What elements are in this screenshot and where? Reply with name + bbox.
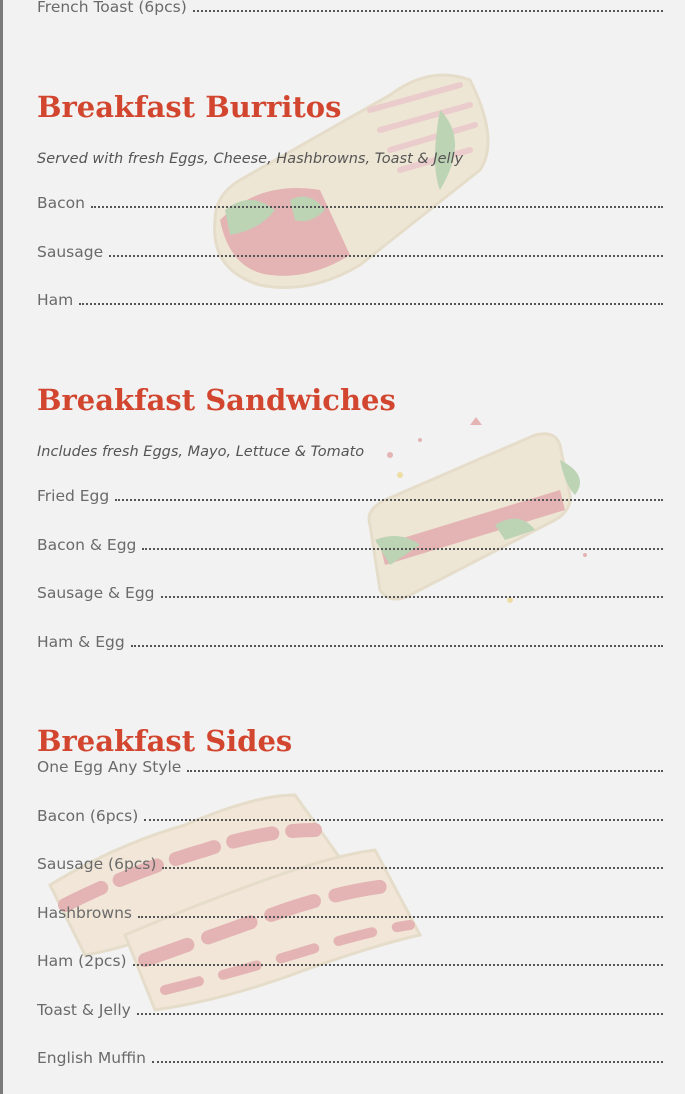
menu-item-name: Toast & Jelly: [37, 1001, 131, 1019]
leader-dots: [115, 499, 663, 501]
leader-dots: [79, 303, 663, 305]
leader-dots: [152, 1061, 663, 1063]
leader-dots: [142, 548, 663, 550]
leader-dots: [131, 645, 663, 647]
section-title: Breakfast Sides: [37, 724, 293, 758]
section-title: Breakfast Burritos: [37, 90, 342, 124]
menu-item-name: Bacon: [37, 194, 85, 212]
leader-dots: [138, 916, 663, 918]
menu-item-row: [37, 580, 663, 602]
leader-dots: [162, 867, 663, 869]
menu-item-row: [37, 483, 663, 505]
leader-dots: [144, 819, 663, 821]
leader-dots: [133, 964, 663, 966]
menu-item-row: [37, 0, 663, 16]
menu-item-name: Hashbrowns: [37, 904, 132, 922]
menu-item-name: Ham & Egg: [37, 633, 125, 651]
menu-item-name: English Muffin: [37, 1049, 146, 1067]
page-left-border: [0, 0, 3, 1094]
menu-item-name: Ham (2pcs): [37, 952, 127, 970]
leader-dots: [187, 770, 663, 772]
menu-item-row: [37, 1045, 663, 1067]
leader-dots: [91, 206, 663, 208]
menu-item-row: [37, 900, 663, 922]
menu-item-name: Bacon & Egg: [37, 536, 137, 554]
menu-item-name: Sausage (6pcs): [37, 855, 157, 873]
menu-item-row: [37, 239, 663, 261]
menu-item-row: [37, 629, 663, 651]
menu-item-name: Ham: [37, 291, 74, 309]
menu-item-name: Sausage & Egg: [37, 584, 155, 602]
menu-item-row: [37, 948, 663, 970]
menu-item-row: [37, 190, 663, 212]
menu-item-row: [37, 851, 663, 873]
menu-item-name: Fried Egg: [37, 487, 110, 505]
leader-dots: [161, 596, 663, 598]
leader-dots: [137, 1013, 663, 1015]
leader-dots: [109, 255, 663, 257]
menu-item-name: One Egg Any Style: [37, 758, 182, 776]
menu-item-name: French Toast (6pcs): [37, 0, 187, 16]
section-title: Breakfast Sandwiches: [37, 383, 396, 417]
menu-item-row: [37, 803, 663, 825]
section-subtitle: Served with fresh Eggs, Cheese, Hashbrowns, Toast & Jelly: [37, 151, 464, 167]
menu-item-name: Bacon (6pcs): [37, 807, 139, 825]
section-subtitle: Includes fresh Eggs, Mayo, Lettuce & Tomato: [37, 444, 365, 460]
leader-dots: [193, 10, 663, 12]
menu-item-row: [37, 997, 663, 1019]
menu-item-row: [37, 287, 663, 309]
menu-item-row: [37, 532, 663, 554]
menu-item-name: Sausage: [37, 243, 104, 261]
